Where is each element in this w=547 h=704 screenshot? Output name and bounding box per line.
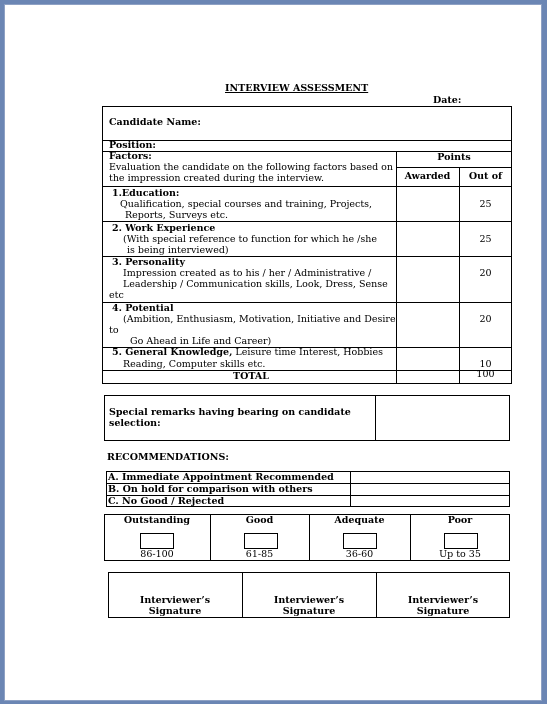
recommendation-mark-cell[interactable] <box>351 496 509 507</box>
points-header: Points <box>437 152 471 163</box>
factor-description: Reports, Surveys etc. <box>125 210 229 221</box>
factor-description: Impression created as to his / her / Administrative / <box>123 268 372 279</box>
rating-label: Outstanding <box>123 515 191 526</box>
recommendation-option: B. On hold for comparison with others <box>108 484 313 495</box>
factor-out-of: 20 <box>479 314 492 325</box>
recommendation-mark-cell[interactable] <box>351 472 509 483</box>
rating-label: Poor <box>447 515 473 526</box>
factor-description: is being interviewed) <box>127 245 229 256</box>
factor-title: 2. Work Experience <box>112 223 216 234</box>
date-label: Date: <box>433 95 462 106</box>
rating-label: Adequate <box>334 515 385 526</box>
factor-out-of: 25 <box>479 234 492 245</box>
rating-checkbox[interactable] <box>140 533 174 549</box>
document-page <box>4 4 542 701</box>
factor-description: Leadership / Communication skills, Look, Dress, Sense <box>123 279 388 290</box>
factor-description: (Ambition, Enthusiasm, Motivation, Initiative and Desire <box>123 314 396 325</box>
factors-label: Factors: <box>109 151 152 162</box>
signature-label: Signature <box>416 606 470 617</box>
factors-intro-line-1: Evaluation the candidate on the following factors based on <box>109 162 394 173</box>
position-label: Position: <box>109 140 156 151</box>
awarded-header: Awarded <box>404 171 451 182</box>
candidate-name-label: Candidate Name: <box>109 117 201 128</box>
factor-description: Qualification, special courses and training, Projects, <box>120 199 373 210</box>
recommendation-mark-cell[interactable] <box>351 484 509 495</box>
factor-title: 1.Education: <box>112 188 180 199</box>
rating-range: 36-60 <box>345 549 374 560</box>
out-of-header: Out of <box>468 171 503 182</box>
rating-checkbox[interactable] <box>444 533 478 549</box>
special-remarks-label: selection: <box>109 418 161 429</box>
factor-out-of: 20 <box>479 268 492 279</box>
rating-label: Good <box>245 515 274 526</box>
factor-title-line <box>112 347 383 358</box>
page-title: INTERVIEW ASSESSMENT <box>225 83 369 94</box>
factor-out-of: 10 <box>479 359 492 370</box>
rating-checkbox[interactable] <box>343 533 377 549</box>
signature-label: Signature <box>148 606 202 617</box>
recommendation-option: A. Immediate Appointment Recommended <box>108 472 334 483</box>
signature-label: Interviewer’s <box>273 595 345 606</box>
signature-label: Interviewer’s <box>407 595 479 606</box>
factors-intro-line-2: the impression created during the interview. <box>109 173 324 184</box>
factor-out-of: 25 <box>479 199 492 210</box>
special-remarks-field[interactable] <box>376 396 509 440</box>
factor-description: Go Ahead in Life and Career) <box>130 336 272 347</box>
recommendation-option: C. No Good / Rejected <box>108 496 225 507</box>
factor-description: to <box>109 325 119 336</box>
factor-description: Reading, Computer skills etc. <box>123 359 266 370</box>
factor-description: etc <box>109 290 124 301</box>
rating-checkbox[interactable] <box>244 533 278 549</box>
rating-range: 61-85 <box>245 549 274 560</box>
recommendations-heading: RECOMMENDATIONS: <box>107 452 229 463</box>
factor-title: 3. Personality <box>112 257 186 268</box>
total-value: 100 <box>476 369 495 380</box>
factor-title-suffix: Leisure time Interest, Hobbies <box>232 347 383 358</box>
factor-title: 4. Potential <box>112 303 174 314</box>
total-label: TOTAL <box>233 371 269 382</box>
signature-label: Interviewer’s <box>139 595 211 606</box>
rating-range: 86-100 <box>140 549 174 560</box>
signature-label: Signature <box>282 606 336 617</box>
factor-description: (With special reference to function for which he /she <box>123 234 377 245</box>
rating-range: Up to 35 <box>439 549 481 560</box>
factor-title: 5. General Knowledge, <box>112 347 233 358</box>
special-remarks-label: Special remarks having bearing on candidate <box>109 407 351 418</box>
